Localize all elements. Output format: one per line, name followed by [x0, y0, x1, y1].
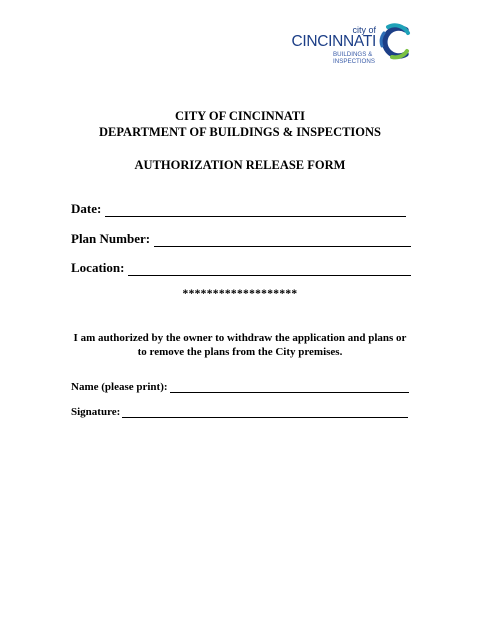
- logo-dept-line1: BUILDINGS &: [333, 51, 373, 58]
- form-title: AUTHORIZATION RELEASE FORM: [134, 158, 346, 172]
- statement-line1: I am authorized by the owner to withdraw the application and plans or: [73, 332, 407, 344]
- signature-input-line[interactable]: [122, 407, 408, 418]
- name-field: [71, 381, 409, 393]
- plan-number-input-line[interactable]: [154, 234, 411, 247]
- c-arc-logo-icon: [376, 22, 412, 62]
- logo-city-of: city of: [352, 25, 376, 35]
- location-label: Location:: [71, 260, 125, 275]
- name-label: Name (please print):: [71, 381, 168, 393]
- city-logo: [286, 22, 416, 70]
- signature-label: Signature:: [71, 406, 121, 418]
- date-input-line[interactable]: [105, 204, 406, 217]
- date-field: [71, 201, 406, 217]
- logo-dept-line2: INSPECTIONS: [333, 58, 375, 65]
- separator-stars: *******************: [182, 288, 298, 300]
- authorization-statement: [0, 331, 480, 359]
- logo-name: CINCINNATI: [291, 33, 376, 50]
- date-label: Date:: [71, 201, 102, 216]
- name-input-line[interactable]: [170, 382, 409, 393]
- plan-number-label: Plan Number:: [71, 231, 151, 246]
- statement-line2: to remove the plans from the City premises.: [137, 346, 343, 358]
- department-heading: DEPARTMENT OF BUILDINGS & INSPECTIONS: [98, 125, 381, 139]
- location-field: [71, 260, 411, 276]
- signature-field: [71, 406, 408, 418]
- plan-number-field: [71, 231, 411, 247]
- location-input-line[interactable]: [128, 263, 411, 276]
- city-heading: CITY OF CINCINNATI: [174, 109, 306, 123]
- logo-department: [333, 51, 375, 65]
